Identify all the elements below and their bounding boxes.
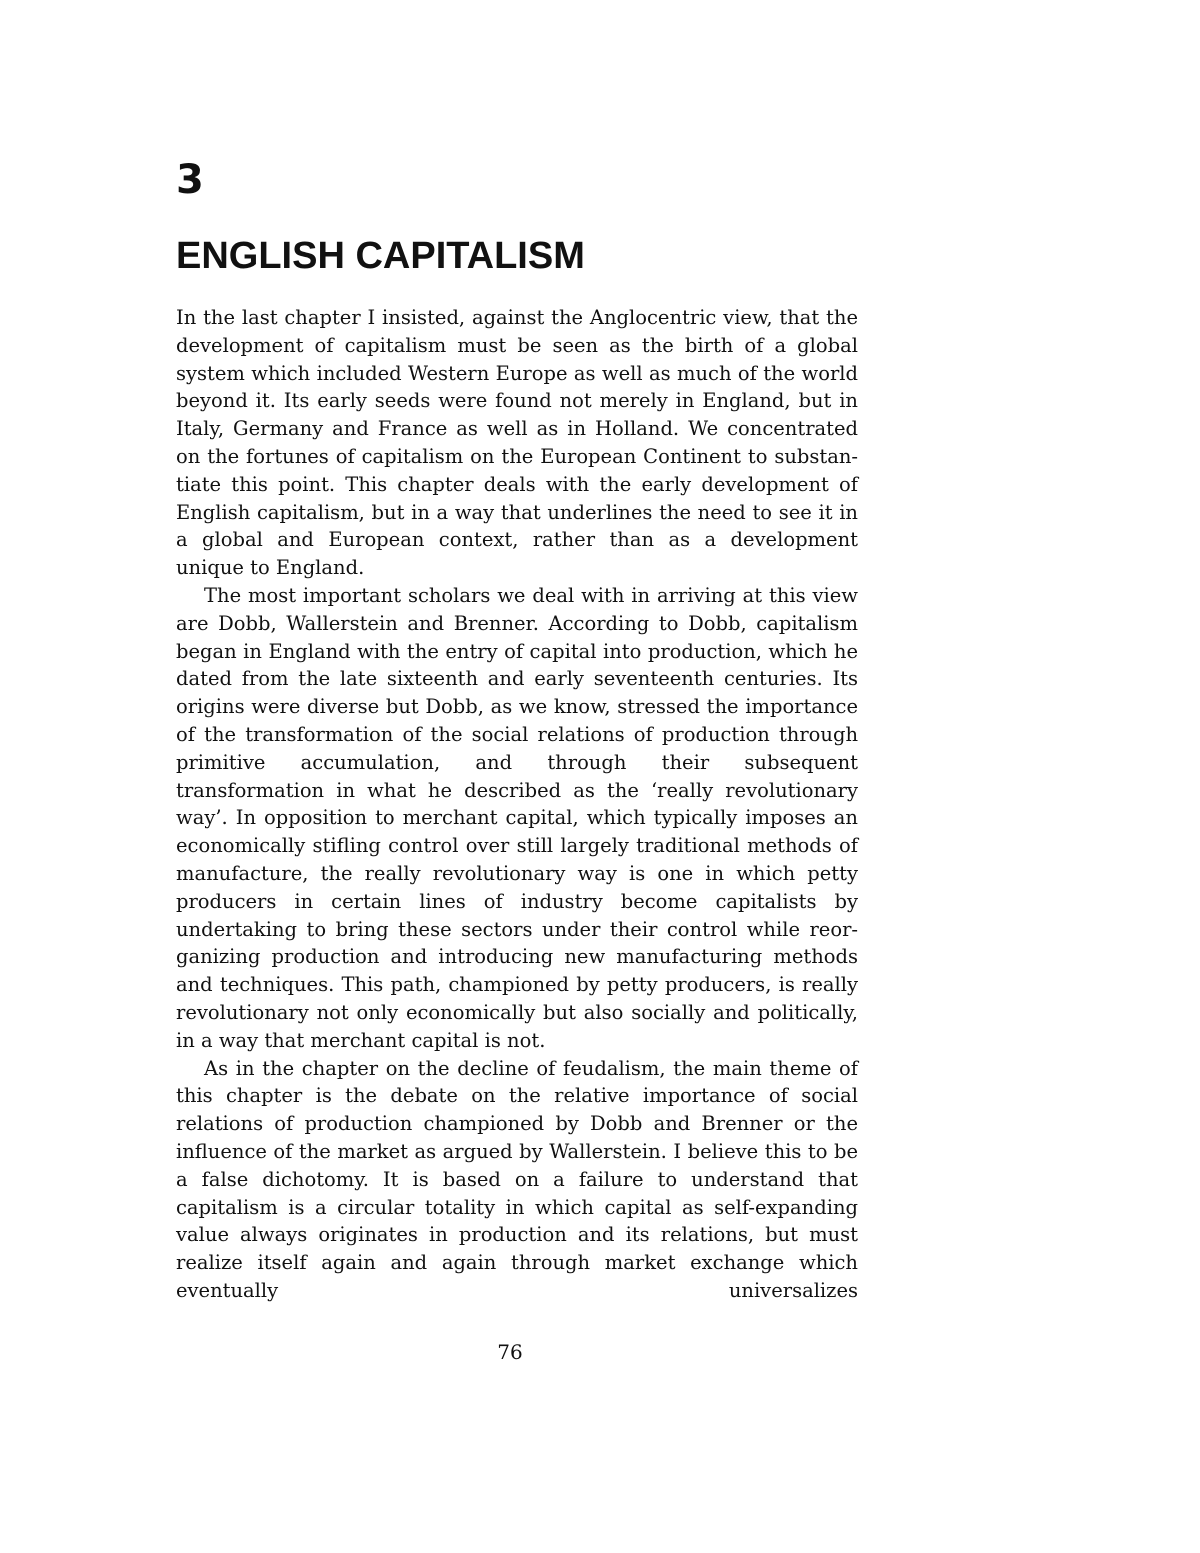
chapter-number: 3 [176, 157, 204, 203]
chapter-title: ENGLISH CAPITALISM [176, 235, 585, 277]
page-number: 76 [497, 1340, 523, 1364]
body-text [176, 304, 858, 1305]
paragraph-3: As in the chapter on the decline of feudalism, the main theme of this chapter is the debate on the relative importance of social relations of production championed by Dobb and Brenner or the influence of the market as argued by Wallerstein. I believe this to be a false dichotomy. It is based on a failure to understand that capitalism is a circular totality in which capital as self-expanding value always originates in production and its relations, but must realize itself again and again through market exchange which eventually universalizes [176, 1056, 858, 1302]
paragraph-2: The most important scholars we deal with in arriving at this view are Dobb, Wallerstein and Brenner. According to Dobb, capitalism began in England with the entry of capital into production, which he dated from the late sixteenth and early seventeenth centuries. Its origins were diverse but Dobb, as we know, stressed the importance of the transformation of the social relations of production through primitive accumulation, and through their subsequent transformation in what he described as the ‘really revolutionary way’. In opposition to merchant capital, which typically imposes an economically stifling control over still largely traditional methods of manufacture, the really revolutionary way is one in which petty producers in certain lines of industry become capitalists by undertaking to bring these sectors under their control while reorganizing production and introducing new manufacturing methods and techniques. This path, championed by petty producers, is really revolutionary not only economically but also socially and politically, in a way that merchant capital is not. [176, 583, 858, 1052]
paragraph-1: In the last chapter I insisted, against the Anglocentric view, that the development of capitalism must be seen as the birth of a global system which included Western Europe as well as much of the world beyond it. Its early seeds were found not merely in England, but in Italy, Germany and France as well as in Holland. We concentrated on the fortunes of capitalism on the European Continent to substantiate this point. This chapter deals with the early development of English capitalism, but in a way that underlines the need to see it in a global and European context, rather than as a development unique to England. [176, 306, 858, 580]
